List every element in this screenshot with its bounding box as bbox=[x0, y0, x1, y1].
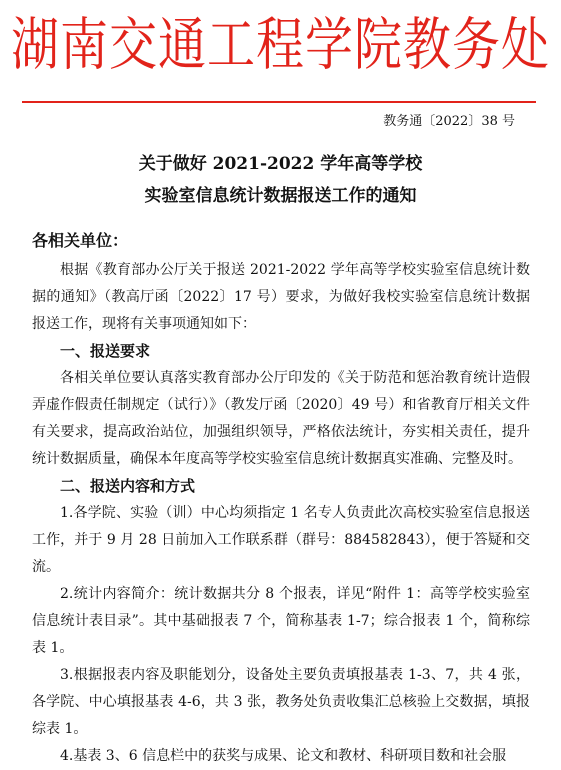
document-number: 教务通〔2022〕38 号 bbox=[383, 114, 515, 129]
document-title-line-1: 关于做好 2021-2022 学年高等学校 bbox=[138, 154, 423, 174]
red-header-rule bbox=[22, 101, 536, 103]
document-title-line-2: 实验室信息统计数据报送工作的通知 bbox=[144, 186, 417, 206]
section-2-item-4: 4.基表 3、6 信息栏中的获奖与成果、论文和教材、科研项目数和社会服 bbox=[60, 748, 507, 764]
intro-text: 根据《教育部办公厅关于报送 2021-2022 学年高等学校实验室信息统计数据的通知》（教高厅函〔2022〕17 号）要求，为做好我校实验室信息统计数据报送工作，现将有关事项通知如下： bbox=[32, 262, 530, 332]
section-1-heading: 一、报送要求 bbox=[60, 342, 151, 360]
intro-paragraph bbox=[32, 257, 530, 338]
org-header-title: 湖南交通工程学院教务处 bbox=[10, 12, 550, 79]
section-1-paragraph: 各相关单位要认真落实教育部办公厅印发的《关于防范和惩治教育统计造假弄虚作假责任制规定（试行）》（教发厅函〔2020〕49 号）和省教育厅相关文件有关要求，提高政治站位，加强组织领导，严格依法统计，夯实相关责任，提升统计数据质量，确保本年度高等学校实验室信息统计数据真实准确、完整及时。 bbox=[32, 370, 530, 467]
section-2-heading: 二、报送内容和方式 bbox=[60, 477, 196, 495]
salutation: 各相关单位： bbox=[32, 231, 129, 250]
section-2-item-1: 1.各学院、实验（训）中心均须指定 1 名专人负责此次高校实验室信息报送工作，并于 9 月 28 日前加入工作联系群（群号：884582843），便于答疑和交流。 bbox=[32, 505, 530, 575]
document-body bbox=[32, 257, 530, 770]
section-2-item-2: 2.统计内容简介：统计数据共分 8 个报表，详见“附件 1：高等学校实验室信息统计表目录”。其中基础报表 7 个，简称基表 1-7；综合报表 1 个，简称综表 1。 bbox=[32, 586, 530, 656]
section-2-item-3: 3.根据报表内容及职能划分，设备处主要负责填报基表 1-3、7，共 4 张，各学院、中心填报基表 4-6，共 3 张，教务处负责收集汇总核验上交数据，填报综表 1。 bbox=[32, 667, 530, 737]
